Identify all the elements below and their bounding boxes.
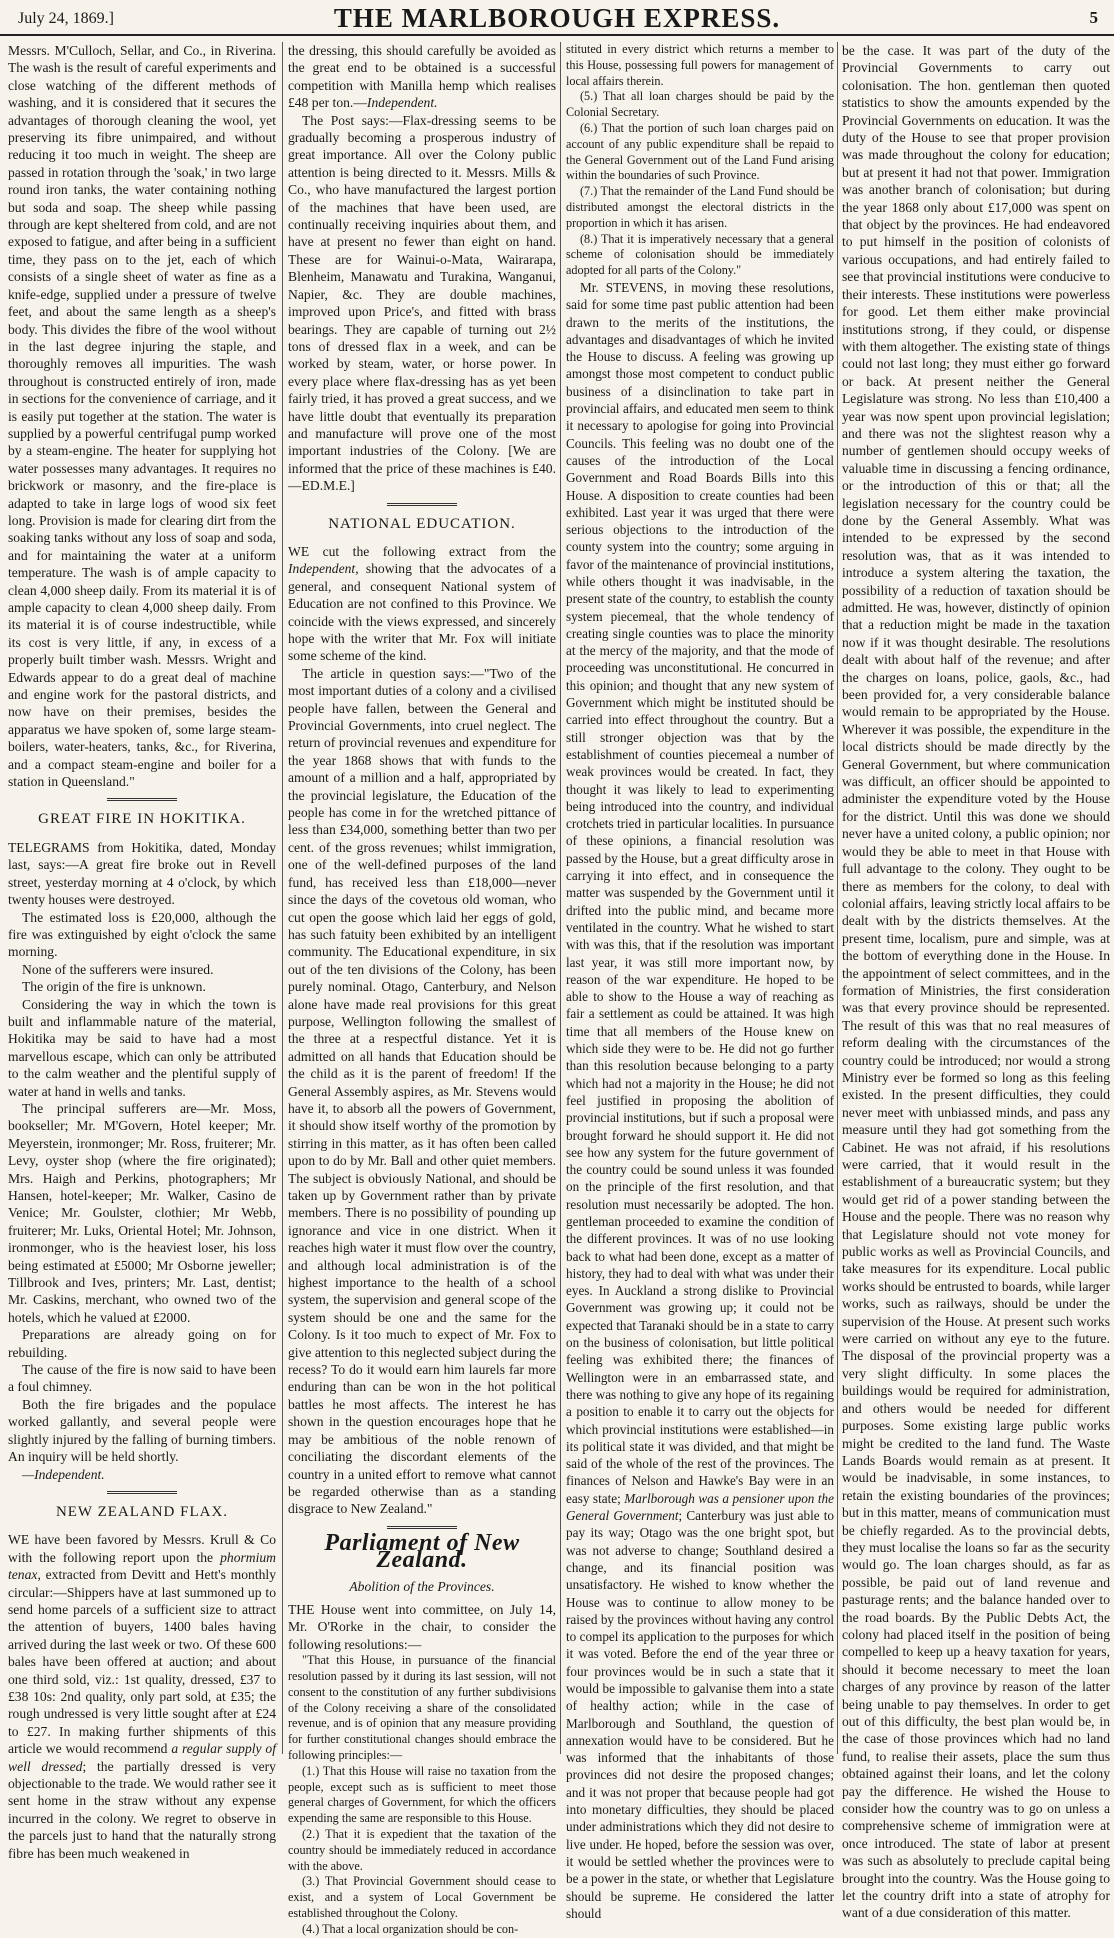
- issue-date: July 24, 1869.]: [18, 10, 114, 27]
- parliament-subheading: Abolition of the Provinces.: [349, 1578, 495, 1594]
- article-paragraph: Considering the way in which the town is built and inflammable nature of the material, Hokitika may be said to have had a most marvellous escape, which can only be attributed to the calm weather and the plentiful supply of water at hand in wells and tanks.: [8, 996, 276, 1099]
- article-paragraph: The origin of the fire is unknown.: [22, 979, 206, 995]
- resolution-item: (6.) That the portion of such loan charges paid on account of any public expenditure shall be repaid to the General Government out of the Land Fund arising within the boundaries of such Province.: [566, 120, 834, 183]
- article-paragraph: TELEGRAMS from Hokitika, dated, Monday last, says:—A great fire broke out in Revell street, yesterday morning at 4 o'clock, by which twenty houses were destroyed.: [8, 839, 276, 908]
- article-source: —Independent.: [22, 1466, 105, 1482]
- resolution-item: (8.) That it is imperatively necessary that a general scheme of colonisation should be immediately adopted for all parts of the Colony.": [566, 231, 834, 278]
- column-divider: [837, 42, 838, 1754]
- flax-heading: NEW ZEALAND FLAX.: [55, 1503, 229, 1520]
- masthead: [0, 0, 1114, 36]
- stevens-speech-continued: be the case. It was part of the duty of the Provincial Governments to carry out colonisation. The hon. gentleman then quoted statistics to show the amounts expended by the Provincial Governments on education. It was the duty of the House to see that proper provision was made throughout the colony for education; but at present it had not that power. Immigration was another branch of colonisation; but during the year 1868 only about £17,000 was spent on that object by the provinces. He had endeavored to put himself in the position of colonists of various occupations, and had entirely failed to see that provincial institutions were conducive to their interests. These institutions were powerless for good. Let them either make provincial institutions strong, if they could, or dispense with them altogether. The existing state of things could not last long; they must either go forward or back. At present neither the General Legislature was strong. No less than £10,400 a year was now spent upon provincial legislation; and there was not the slightest reason why a number of gentlemen should occupy weeks of valuable time in discussing a fencing ordinance, or the introduction of this or that; all the legislation necessary for the country could be done by the General Assembly. What was intended to be expressed by the second resolution was, that as it was intended to introduce a system altering the taxation, the possibility of a reduction of taxation should be admitted. He was, however, distinctly of opinion that a reduction might be made in the taxation now if it was thought desirable. The resolutions dealt with about half of the revenue; and after the charges on loans, police, gaols, &c., had been provided for, a very considerable balance would remain to be appropriated by the House. Wherever it was possible, the expenditure in the local districts should be made directly by the General Government, but where communication was difficult, an officer should be appointed to administer the expenditure voted by the House for the district. Until this was done we should never have a united colony, a public opinion; nor would they be able to meet in that House with full advantage to the colony. They ought to be there as members for the colony, to deal with colonial affairs, leaving strictly local affairs to be dealt with by the districts themselves. At the present time, localism, pure and simple, was at the bottom of everything done in the House. In the appointment of select committees, and in the formation of Ministries, the first consideration was that every province should be represented. The result of this was that no real measures of reform dealing with the circumstances of the country could be introduced; nor would a strong Ministry ever be formed so long as this feeling existed. In the present difficulties, they could never meet with unbiassed minds, and pass any measure until they had got something from the Cabinet. He was not afraid, if his resolutions were carried, that it would result in the establishment of a bureaucratic system; but they would get rid of a power standing between the House and the people. There was no reason why that Legislature should not vote money for public works as well as Provincial Councils, and take measures for its expenditure. Local public works should be entrusted to boards, while larger works, such as railways, should be under the supervision of the House. At present such works were carried on without any eye to the future. The disposal of the provincial property was a very slight difficulty. In some places the buildings would be required for administration, and others would be needed for different purposes. Some existing large public works might be credited to the land fund. The Waste Lands Boards would remain as at present. It would be inadvisable, in some instances, to retain the existing boundaries of the provinces; but in this matter, means of communication must be chiefly regarded. As to the provincial debts, they must localise the loans so far as the security would go. The loan charges should, as far as possible, be paid out of land revenue and pasturage rents; and the balance handed over to the road boards. By the Public Debts Act, the colony had placed itself in the position of being compelled to keep up a heavy taxation for years, should it become necessary to meet the loan charges of any province by reason of the latter being unable to pay themselves. In order to get out of this difficulty, the best plan would be, in the case of those provinces which had no land fund, to realise their assets, place the sum thus obtained against their loans, and let the colony pay the difference. He wished the House to consider how the country was to go on unless a comprehensive scheme of immigration were at once introduced. The state of labor at present was such as absolutely to preclude capital being brought into the country. Was the House going to let the country drift into a state of atrophy for want of a due consideration of this matter.: [842, 43, 1110, 1921]
- education-intro: WE cut the following extract from the Independent, showing that the advocates of a general, and consequent National system of Education are not confined to this Province. We coincide with the views expressed, and sincerely hope with the writer that Mr. Fox will initiate some scheme of the kind.: [288, 543, 556, 664]
- column-1: [8, 42, 276, 1861]
- column-divider: [282, 42, 283, 1754]
- education-article: The article in question says:—"Two of the most important duties of a colony and a civilised people have fallen, between the General and Provincial Governments, into cruel neglect. The return of provincial revenues and expenditure for the year 1868 shows that with funds to the amount of a million and a half, appropriated by the provincial legislature, the Education of the people has come in for the wretched pittance of less than £34,000, something better than two per cent. of the gross revenues; whilst immigration, one of the well-defined purposes of the land fund, has received less than £18,000—never since the days of the covetous old woman, who cut open the goose which laid her eggs of gold, has such fatuity been exhibited by an intelligent community. The Educational expenditure, in six out of the ten divisions of the Colony, has been purely nominal. Otago, Canterbury, and Nelson alone have made real provisions for this great purpose, Wellington following the smallest of the three at a respectful distance. Yet it is admitted on all hands that Education should be the child as it is the parent of freedom! If the General Assembly aspires, as Mr. Stevens would have it, to absorb all the powers of Government, it should show itself worthy of the promotion by stirring in this matter, as it has often been called upon to do by Mr. Ball and other quiet members. The subject is obviously National, and should be taken up by Government rather than by private members. There is no possibility of pounding up ignorance and vice in one district. When it reaches high water it must flow over the country, and although local administration is of the highest importance to the health of a school system, the supervision and general scope of the system should be one and the same for the Colony. Is it too much to expect of Mr. Fox to give attention to this neglected subject during the recess? To do it would earn him laurels far more enduring than can be won in the hot political battles he most affects. The interest he has shown in the question encourages hope that he may be ambitious of the noble renown of conciliating the discordant elements of the country in a united effort to remove what cannot be regarded otherwise than as a standing disgrace to New Zealand.": [288, 665, 556, 1517]
- section-separator: [107, 1491, 177, 1494]
- resolution-item: (4.) That a local organization should be con-: [302, 1921, 519, 1936]
- article-paragraph: The cause of the fire is now said to have been a foul chimney.: [8, 1362, 276, 1395]
- article-paragraph: Preparations are already going on for rebuilding.: [8, 1327, 276, 1360]
- wool-wash-paragraph: Messrs. M'Culloch, Sellar, and Co., in Riverina. The wash is the result of careful experiments and close watching of the different methods of washing, and it is considered that it secures the advantages of thorough cleaning the wool, yet preserving its fibre unimpaired, and without reducing it too much in weight. The sheep are passed in rotation through the 'soak,' in two large round iron tanks, the water containing nothing but soda and soap. The sheep while passing through are kept sheltered from cold, and are not exposed to fatigue, and after being in a sufficient time, they pass on to the jet, each of which consists of a single sheet of water as fine as a knife-edge, supplied under a pressure of twelve feet, and about the same length as a sheep's body. This divides the fibre of the wool without in the last degree injuring the staple, and thoroughly removes all impurities. The wash throughout is constructed entirely of iron, made in sections for the convenience of carriage, and it is easily put together at the station. The water is supplied by a powerful centrifugal pump worked by a steam-engine. The heater for supplying hot water possesses many advantages. It requires no brickwork or masonry, and the fire-place is adapted to take in large logs of wood six feet long. Provision is made for clearing dirt from the soaking tanks without any loss of soap and soda, and for maintaining the water at a uniform temperature. The wash is of ample capacity to clean 4,000 sheep daily. From its material it is of ample capacity to clean 4,000 sheep daily. From its material it is of course indestructible, while its cost is very little, if any, in excess of a properly built timber wash. Messrs. Wright and Edwards appear to do a great deal of machine and engine work for the pastoral districts, and now have on their premises, besides the apparatus we have spoken of, some large steam-boilers, water-heaters, tanks, &c., for Riverina, and a compact steam-engine and boiler for a station in Queensland.": [8, 43, 276, 790]
- resolution-item: (1.) That this House will raise no taxation from the people, except such as is sufficient to meet those general charges of Government, for which the officers expending the same are responsible to this House.: [288, 1763, 556, 1826]
- resolution-intro: "That this House, in pursuance of the financial resolution passed by it during its last session, will not consent to the constitution of any further subdivisions of the Colony receiving a share of the consolidated revenue, and is of opinion that any measure providing for further constitutional changes should embrace the following principles:—: [288, 1653, 556, 1762]
- resolution-item: (3.) That Provincial Government should cease to exist, and a system of Local Government be established throughout the Colony.: [288, 1874, 556, 1920]
- resolution-item: (5.) That all loan charges should be paid by the Colonial Secretary.: [566, 89, 834, 120]
- section-separator: [107, 798, 177, 801]
- resolution-item: (7.) That the remainder of the Land Fund should be distributed amongst the electoral districts in the proportion in which it has arisen.: [566, 184, 834, 230]
- column-3: [566, 42, 834, 1921]
- section-separator: [387, 1526, 457, 1529]
- resolution-item: (2.) That it is expedient that the taxation of the country should be immediately reduced in accordance with the above.: [288, 1826, 556, 1873]
- education-heading: NATIONAL EDUCATION.: [328, 515, 516, 532]
- article-paragraph: None of the sufferers were insured.: [22, 961, 214, 977]
- parliament-heading: Parliament of New Zealand.: [324, 1529, 520, 1574]
- column-2: [288, 42, 556, 1936]
- newspaper-title: THE MARLBOROUGH EXPRESS.: [333, 3, 781, 33]
- article-paragraph: Both the fire brigades and the populace worked gallantly, and several people were slightly injured by the falling of burning timbers. An inquiry will be held shortly.: [8, 1396, 276, 1465]
- section-separator: [387, 503, 457, 506]
- article-paragraph: The principal sufferers are—Mr. Moss, bookseller; Mr. M'Govern, Hotel keeper; Mr. Meyerstein, ironmonger; Mr. Ross, fruiterer; Mr. Levy, oyster shop (where the fire originated); Mrs. Haigh and Perkins, photographers; Mr Hansen, hotel-keeper; Mr. Walker, Casino de Venice; Mr. Goulster, clothier; Mr Webb, fruiterer; Mr. Luks, Oriental Hotel; Mr. Johnson, ironmonger, who is the heaviest loser, his loss being estimated at £5000; Mr Osborne jeweller; Tillbrook and Ives, printers; Mr. Last, dentist; Mr. Caskins, merchant, who owned two of the hotels, which he valued at £2000.: [8, 1100, 276, 1325]
- article-paragraph: The estimated loss is £20,000, although the fire was extinguished by eight o'clock the same morning.: [8, 909, 276, 960]
- parliament-intro: THE House went into committee, on July 14, Mr. O'Rorke in the chair, to consider the following resolutions:—: [288, 1601, 556, 1652]
- flax-paragraph: WE have been favored by Messrs. Krull & Co with the following report upon the phormium tenax, extracted from Devitt and Hett's monthly circular:—Shippers have at last summoned up to send home parcels of a sufficient size to attract the attention of buyers, 1400 bales having arrived during the last week or two. Of these 600 bales have been offered at auction; and about one third sold, viz.: 1st quality, dressed, £37 to £38 10s: 2nd quality, only part sold, at £35; the rough undressed is very little sought after at £24 to £27. In making further shipments of this article we would recommend a regular supply of well dressed; the partially dressed is very objectionable to the trade. We would rather see it sent home in the straw without any expense incurred in the colony. We regret to observe in the parcels just to hand that the naturally strong fibre has been much weakened in: [8, 1532, 276, 1861]
- post-paragraph: The Post says:—Flax-dressing seems to be gradually becoming a prosperous industry of great importance. All over the Colony public attention is being directed to it. Messrs. Mills & Co., who have manufactured the largest portion of the machines that have been used, are continually receiving inquiries about them, and have at present no fewer than eight on hand. These are for Wainui-o-Mata, Wairarapa, Blenheim, Manawatu and Turakina, Wanganui, Napier, &c. They are double machines, improved upon Price's, and fitted with brass bearings. They are capable of turning out 2½ tons of dressed flax in a week, and can be worked by steam, water, or horse power. In every place where flax-dressing has as yet been fairly tried, it has proved a great success, and we have little doubt that eventually its preparation and manufacture will prove one of the most important industries of the Colony. [We are informed that the price of these machines is £40.—ED.M.E.]: [288, 112, 556, 494]
- flax-continuation: the dressing, this should carefully be avoided as the great end to be obtained is a successful competition with Manilla hemp which realises £48 per ton.—Independent.: [288, 43, 556, 111]
- resolution-item: stituted in every district which returns a member to this House, possessing full powers for management of local affairs therein.: [566, 42, 834, 88]
- fire-heading: GREAT FIRE IN HOKITIKA.: [38, 811, 246, 828]
- column-divider: [560, 42, 561, 1754]
- page-number: 5: [1089, 8, 1098, 27]
- column-4: [842, 42, 1110, 1921]
- stevens-speech: Mr. STEVENS, in moving these resolutions, said for some time past public attention had been drawn to the merits of the institutions, the advantages and disadvantages of which he invited the House to discuss. A feeling was growing up amongst those most competent to conduct public business of a disinclination to take part in provincial affairs, and educated men seem to think it necessary to apologise for going into Provincial Councils. This feeling was no doubt one of the causes of the introduction of the Local Government and Road Boards Bills into this House. A disposition to create counties had been exhibited. Last year it was urged that there were serious objections to the introduction of the county system into the country; some arguing in favor of the maintenance of provincial institutions, while others thought it was inadvisable, in the present state of the country, to establish the county system piecemeal, that the whole tendency of creating single counties was to place the minority at the mercy of the majority, and that the mode of proceeding was unconstitutional. He concurred in this opinion; and thought that any new system of Government which might be instituted should be carried into effect throughout the country. But a still stronger objection was that by the establishment of counties piecemeal a number of weak provinces would be created. In fact, they thought it was likely to lead to experimenting being introduced into the country, and individual crotchets tried in particular localities. In pursuance of these opinions, a financial resolution was passed by the House, but a great difficulty arose in carrying it into effect, and in consequence the matter was suspended by the Government until it drifted into the public mind, and became more ventilated in the country. What he wished to start with was this, that if the resolution was important last year, it was still more important now, by reason of the war expenditure. He hoped to be able to show to the House a way of reaching as fair a settlement as could be attained. It was high time that all members of the House knew on which side they were to be. He did not go further than this resolution because belonging to a party which had not a majority in the House; he did not feel justified in proposing the abolition of provincial institutions, but if such a proposal were brought forward he should support it. He did not see how any system for the future government of the country could be sound unless it was founded on the principle of the first resolution, and that resolution must necessarily be adopted. The hon. gentleman proceeded to examine the condition of the different provinces. It was of no use looking back to what had been done, except as a matter of history, they had to deal with what was under their eyes. In Auckland a strong dislike to Provincial Government was growing up; it could not be expected that Taranaki should be in a state to carry on the business of colonisation, but little political feeling was exhibited there; the finances of Wellington were in an embarrassed state, and there was nothing to give any hope of its regaining a position to enable it to carry out the objects for which provincial institutions were established—in its political state it was divided, and that might be said of the whole of the rest of the provinces. The finances of Nelson and Hawke's Bay were in an easy state; Marlborough was a pensioner upon the General Government; Canterbury was just able to pay its way; Otago was the one bright spot, but was not adverse to change; Southland desired a change, and its financial position was unsatisfactory. He wished to know whether the House was to continue to allow money to be raised by the provinces without having any control to compel its application to the purposes for which it was voted. Before the end of the year three or four provinces would be in such a state that it would be impossible to galvanise them into a state of healthy action; while in the case of Marlborough and Southland, the question of annexation would have to be considered. But he was informed that the inhabitants of those provinces did not desire the proposed changes; and it was not proper that because people had got into monetary difficulties, they should be placed under administrations which they did not desire to live under. He hoped, before the session was over, it would be settled whether the provinces were to be a power in the state, or whether that Legislature should be supreme. He considered the latter should: [566, 279, 834, 1921]
